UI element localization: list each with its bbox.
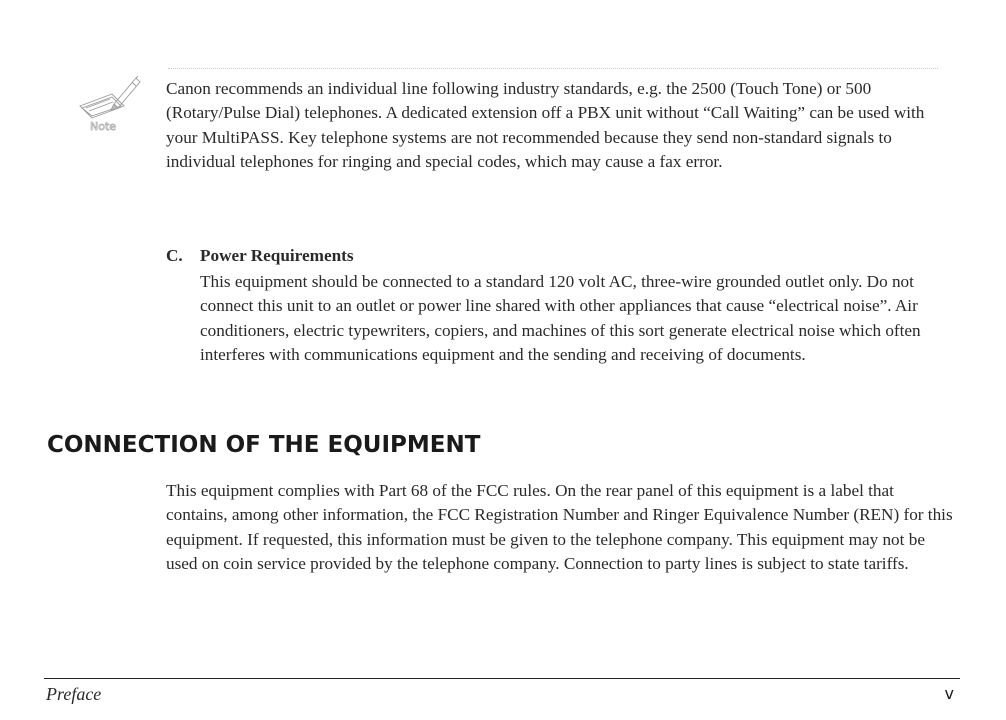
section-letter: C.: [166, 246, 183, 265]
power-requirements-paragraph: This equipment should be connected to a standard 120 volt AC, three-wire grounded outlet only. Do not connect this unit to an outlet or power line shared with other appliances that cause “electrical noise”. Air conditioners, electric typewriters, copiers, and machines of this sort generate electrical noise which often interferes with communications equipment and the sending and receiving of documents.: [200, 272, 921, 364]
top-dotted-rule: [168, 68, 938, 69]
connection-heading: CONNECTION OF THE EQUIPMENT: [47, 432, 481, 458]
power-requirements-heading: [166, 244, 956, 268]
section-title: Power Requirements: [200, 246, 354, 265]
note-pencil-icon: [76, 74, 146, 136]
note-paragraph: Canon recommends an individual line following industry standards, e.g. the 2500 (Touch Tone) or 500 (Rotary/Pulse Dial) telephones. A dedicated extension off a PBX unit without “Call Waiting” can be used with your MultiPASS. Key telephone systems are not recommended because they send non-standard signals to individual telephones for ringing and special codes, which may cause a fax error.: [166, 79, 925, 171]
power-requirements-section: [166, 244, 956, 367]
footer-page-number: v: [944, 684, 954, 703]
footer-section-name: Preface: [46, 684, 102, 704]
note-icon-label: Note: [90, 120, 117, 133]
connection-paragraph: This equipment complies with Part 68 of the FCC rules. On the rear panel of this equipment is a label that contains, among other information, the FCC Registration Number and Ringer Equivalence Number (REN) for this equipment. If requested, this information must be given to the telephone company. This equipment may not be used on coin service provided by the telephone company. Connection to party lines is subject to state tariffs.: [166, 481, 953, 573]
footer-rule: [44, 678, 960, 679]
